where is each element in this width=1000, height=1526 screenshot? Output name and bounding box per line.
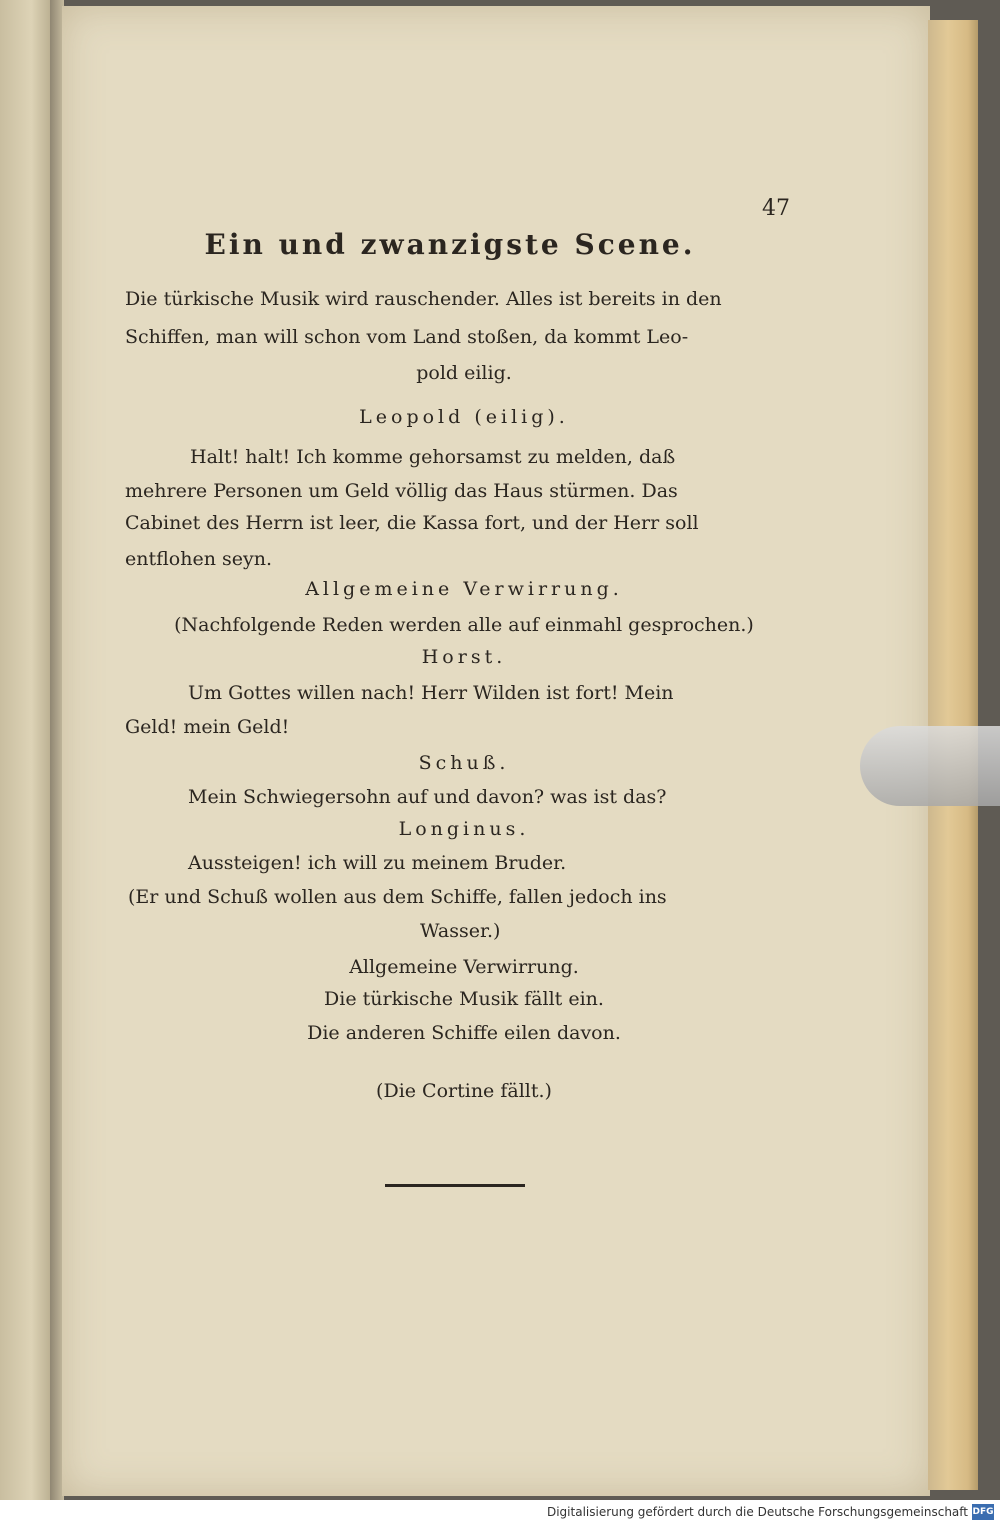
- speech-line: Mein Schwiegersohn auf und davon? was ist das?: [188, 786, 667, 808]
- speech-line: entflohen seyn.: [125, 548, 272, 570]
- speech-line: Halt! halt! Ich komme gehorsamst zu melden, daß: [190, 446, 676, 468]
- speech-line: Geld! mein Geld!: [125, 716, 290, 738]
- stage-direction: Die türkische Musik fällt ein.: [324, 988, 604, 1010]
- speaker-name: Leopold (eilig).: [359, 406, 569, 428]
- stage-direction-line: (Er und Schuß wollen aus dem Schiffe, fallen jedoch ins: [128, 886, 667, 908]
- left-page-edge: [0, 0, 52, 1500]
- speaker-name: Longinus.: [398, 818, 530, 840]
- stage-confusion: Allgemeine Verwirrung.: [305, 578, 623, 600]
- curtain-direction: (Die Cortine fällt.): [376, 1080, 552, 1102]
- footer-bar: [0, 1500, 1000, 1526]
- stage-direction: Die anderen Schiffe eilen davon.: [307, 1022, 621, 1044]
- footer-credit: Digitalisierung gefördert durch die Deutsche Forschungsgemeinschaft: [546, 1505, 968, 1519]
- speech-line: Cabinet des Herrn ist leer, die Kassa fort, und der Herr soll: [125, 512, 699, 534]
- speech-line: Aussteigen! ich will zu meinem Bruder.: [188, 852, 567, 874]
- stage-direction-line: Schiffen, man will schon vom Land stoßen, da kommt Leo-: [125, 326, 689, 348]
- stage-direction: (Nachfolgende Reden werden alle auf einmahl gesprochen.): [174, 614, 754, 636]
- scene-title: Ein und zwanzigste Scene.: [204, 228, 696, 261]
- stage-direction-line: pold eilig.: [416, 362, 512, 384]
- stage-direction-line: Wasser.): [420, 920, 501, 942]
- speaker-name: Horst.: [421, 646, 507, 668]
- speaker-name: Schuß.: [418, 752, 510, 774]
- stage-direction-line: Die türkische Musik wird rauschender. Alles ist bereits in den: [125, 288, 722, 310]
- stage-confusion: Allgemeine Verwirrung.: [349, 956, 579, 978]
- speech-line: Um Gottes willen nach! Herr Wilden ist fort! Mein: [188, 682, 674, 704]
- page-number: 47: [762, 196, 790, 221]
- dfg-logo-icon: DFG: [972, 1504, 994, 1520]
- end-rule: [385, 1184, 525, 1187]
- speech-line: mehrere Personen um Geld völlig das Haus stürmen. Das: [125, 480, 678, 502]
